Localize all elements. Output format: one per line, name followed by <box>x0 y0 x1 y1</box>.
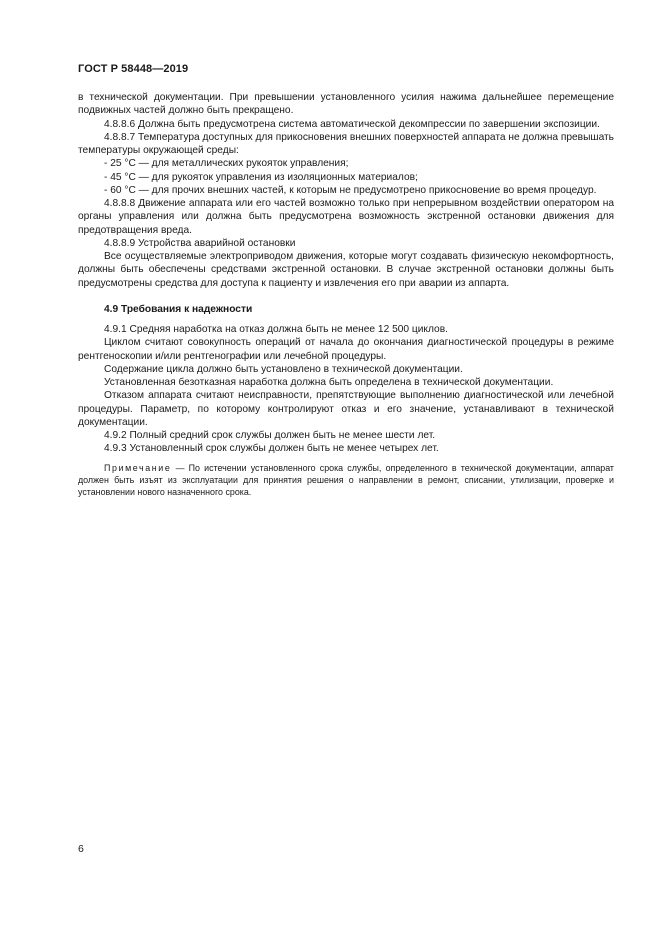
paragraph-4-9-2: 4.9.2 Полный средний срок службы должен быть не менее шести лет. <box>104 430 436 441</box>
section-heading-4-9: 4.9 Требования к надежности <box>104 303 253 315</box>
paragraph-4-8-8-8: 4.8.8.8 Движение аппарата или его частей возможно только при непрерывном воздействии оператором на органы управления или должна быть предусмотрена возможность экстренной остановки движения для предотвращения вреда. <box>78 198 614 236</box>
paragraph-failure-free: Установленная безотказная наработка должна быть определена в технической документации. <box>104 377 554 388</box>
page-content <box>78 91 614 499</box>
paragraph-continuation: в технической документации. При превышении установленного усилия нажима дальнейшее перемещение подвижных частей должно быть прекращено. <box>78 92 614 117</box>
paragraph-failure-definition: Отказом аппарата считают неисправности, препятствующие выполнению диагностической или лечебной процедуры. Параметр, по которому контролируют отказ и его значение, устанавливают в технической документации. <box>78 390 614 428</box>
paragraph-emergency-stop: Все осуществляемые электроприводом движения, которые могут создавать физическую некомфортность, должны быть обеспечены средствами экстренной остановки. В случае экстренной остановки должны быть предусмотрены средства для доступа к пациенту и извлечения его при аварии из аппарта. <box>78 251 614 289</box>
note-label: Примечание <box>104 462 172 473</box>
list-item-60c: - 60 °C — для прочих внешних частей, к которым не предусмотрено прикосновение во время процедур. <box>104 184 597 196</box>
paragraph-cycle-content: Содержание цикла должно быть установлено в технической документации. <box>104 363 463 375</box>
page-number: 6 <box>78 843 84 855</box>
paragraph-4-9-1: 4.9.1 Средняя наработка на отказ должна быть не менее 12 500 циклов. <box>104 324 448 335</box>
paragraph-4-8-8-9: 4.8.8.9 Устройства аварийной остановки <box>104 237 296 249</box>
list-item-25c: - 25 °C — для металлических рукояток управления; <box>104 158 349 170</box>
paragraph-4-8-8-6: 4.8.8.6 Должна быть предусмотрена система автоматической декомпрессии по завершении экспозиции. <box>104 118 600 130</box>
note-text: — По истечении установленного срока службы, определенного в технической документации, аппарат должен быть изъят из эксплуатации для принятия решения о направлении в ремонт, списании, утилизации, проверке и установлении нового назначенного срока. <box>78 462 614 498</box>
paragraph-4-8-8-7: 4.8.8.7 Температура доступных для прикосновения внешних поверхностей аппарата не должна превышать температуры окружающей среды: <box>78 131 614 156</box>
note <box>78 462 614 499</box>
paragraph-cycle-definition: Циклом считают совокупность операций от начала до окончания диагностической процедуры в режиме рентгеноскопии и/или рентгенографии или лечебной процедуры. <box>78 337 614 362</box>
list-item-45c: - 45 °C — для рукояток управления из изоляционных материалов; <box>104 171 418 183</box>
paragraph-4-9-3: 4.9.3 Установленный срок службы должен быть не менее четырех лет. <box>104 443 439 455</box>
document-header: ГОСТ Р 58448—2019 <box>78 63 189 75</box>
